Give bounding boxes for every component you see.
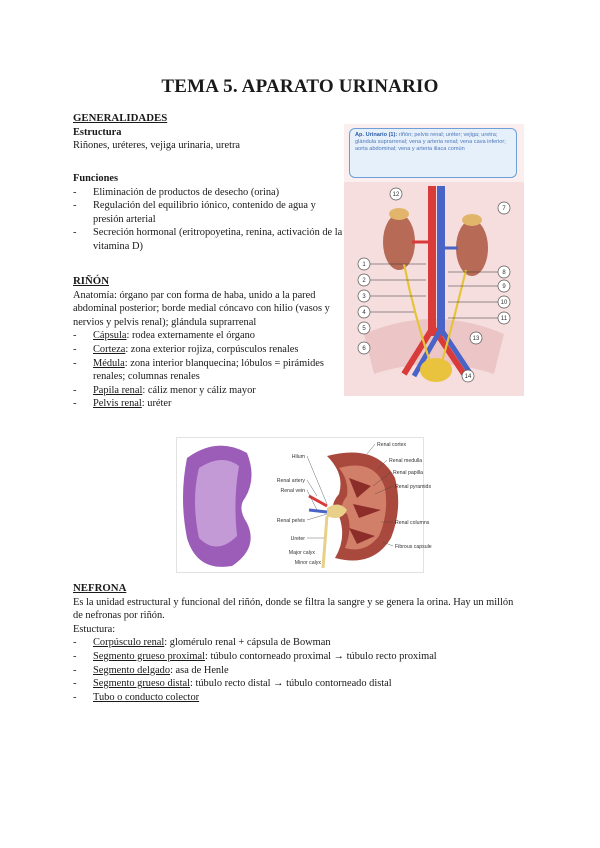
marker-1: 1: [362, 262, 366, 268]
marker-3: 3: [362, 294, 366, 300]
heading-nefrona: NEFRONA: [73, 582, 127, 594]
anatomia-text: Anatomía: órgano par con forma de haba, unido a la pared abdominal posterior; borde medial cóncavo con hilio (vasos y nervios y pelvis renal); glándula suprarrenal: [73, 289, 330, 328]
marker-10: 10: [500, 300, 508, 306]
label-fibrous-capsule: Fibrous capsule: [395, 544, 432, 550]
caption-text: riñón; pelvis renal; uréter; vejiga; uretra; glándula suprarrenal; vena y arteria renal; vena cava inferior; aorta abdominal; vena y arteria iliaca común: [355, 132, 506, 153]
item-desc: : zona interior blanquecina; lóbulos = pirámides renales; columnas renales: [93, 357, 324, 383]
right-kidney: [456, 220, 488, 276]
marker-13: 13: [472, 336, 480, 342]
left-kidney: [383, 214, 415, 270]
list-item: [73, 384, 343, 398]
label-renal-pelvis: Renal pelvis: [276, 518, 305, 524]
item-desc: : glomérulo renal + cápsula de Bowman: [164, 637, 331, 649]
list-item: [73, 357, 343, 384]
aorta: [428, 186, 436, 336]
marker-6: 6: [362, 346, 366, 352]
item-desc: : asa de Henle: [170, 664, 229, 676]
label-funciones: Funciones: [73, 173, 119, 184]
label-renal-columns: Renal columns: [395, 520, 430, 526]
list-item: - Regulación del equilibrio iónico, contenido de agua y presión arterial: [73, 199, 343, 226]
term-segmento-distal: Segmento grueso distal: [93, 678, 190, 690]
term-medula: Médula: [93, 357, 125, 369]
item-desc: : túbulo recto distal → túbulo contorneado distal: [189, 678, 392, 690]
heading-rinon: RIÑÓN: [73, 275, 109, 287]
marker-4: 4: [362, 310, 366, 316]
nefrona-list: [73, 636, 523, 704]
section-generalidades: [73, 112, 240, 153]
marker-11: 11: [500, 316, 508, 322]
label-estuctura: Estuctura:: [73, 623, 116, 635]
urinary-system-figure: [344, 124, 524, 396]
section-funciones: [73, 172, 343, 254]
heading-generalidades: GENERALIDADES: [73, 112, 168, 124]
list-item: [73, 677, 523, 691]
list-item: [73, 650, 523, 664]
term-corteza: Corteza: [93, 343, 126, 355]
term-segmento-delgado: Segmento delgado: [93, 664, 171, 676]
list-item: - Secreción hormonal (eritropoyetina, renina, activación de la vitamina D): [73, 226, 343, 253]
label-renal-cortex: Renal cortex: [377, 442, 407, 448]
urinary-diagram: [344, 124, 524, 396]
estructura-text: Riñones, uréteres, vejiga urinaria, uretra: [73, 140, 241, 152]
rinon-list: [73, 329, 343, 411]
item-desc: : rodea externamente el órgano: [126, 330, 255, 342]
term-tubo-colector: Tubo o conducto colector: [93, 691, 200, 703]
item-desc: : túbulo contorneado proximal → túbulo recto proximal: [204, 650, 437, 662]
label-renal-papilla: Renal papilla: [393, 470, 423, 476]
marker-14: 14: [464, 374, 472, 380]
list-item: - Eliminación de productos de desecho (orina): [73, 186, 343, 200]
term-capsula: Cápsula: [93, 330, 127, 342]
list-item: [73, 343, 343, 357]
label-estructura: Estructura: [73, 126, 122, 138]
list-item: [73, 636, 523, 650]
list-item: [73, 397, 343, 411]
term-papila: Papila renal: [93, 384, 143, 396]
kidney-figure: [176, 437, 432, 573]
item-desc: : zona exterior rojiza, corpúsculos renales: [125, 343, 299, 355]
marker-7: 7: [502, 206, 506, 212]
label-renal-vein: Renal vein: [280, 488, 305, 494]
marker-9: 9: [502, 284, 506, 290]
funciones-list: [73, 186, 343, 254]
label-hilum: Hilum: [291, 454, 305, 460]
item-desc: : cáliz menor y cáliz mayor: [142, 384, 256, 396]
marker-8: 8: [502, 270, 506, 276]
page-title: TEMA 5. APARATO URINARIO: [161, 76, 439, 97]
section-rinon: [73, 275, 343, 411]
list-item: [73, 691, 523, 705]
marker-12: 12: [392, 192, 400, 198]
label-minor-calyx: Minor calyx: [294, 560, 321, 566]
section-nefrona: [73, 582, 523, 704]
label-ureter: Ureter: [290, 536, 305, 542]
term-corpusculo: Corpúsculo renal: [93, 637, 165, 649]
caption-title: Ap. Urinario (1):: [355, 132, 398, 138]
bladder: [420, 358, 452, 382]
term-segmento-proximal: Segmento grueso proximal: [93, 650, 205, 662]
label-major-calyx: Major calyx: [288, 550, 315, 556]
list-item: [73, 329, 343, 343]
marker-5: 5: [362, 326, 366, 332]
marker-2: 2: [362, 278, 366, 284]
vena-cava: [437, 186, 445, 336]
label-renal-artery: Renal artery: [276, 478, 305, 484]
label-renal-medulla: Renal medulla: [389, 458, 423, 464]
label-renal-pyramids: Renal pyramids: [395, 484, 432, 490]
nefrona-intro: Es la unidad estructural y funcional del riñón, donde se filtra la sangre y se genera la orina. Hay un millón de nefronas por riñón.: [73, 596, 514, 622]
kidney-diagram: [177, 438, 432, 572]
term-pelvis: Pelvis renal: [93, 398, 142, 410]
item-desc: : uréter: [141, 398, 172, 410]
list-item: [73, 664, 523, 678]
